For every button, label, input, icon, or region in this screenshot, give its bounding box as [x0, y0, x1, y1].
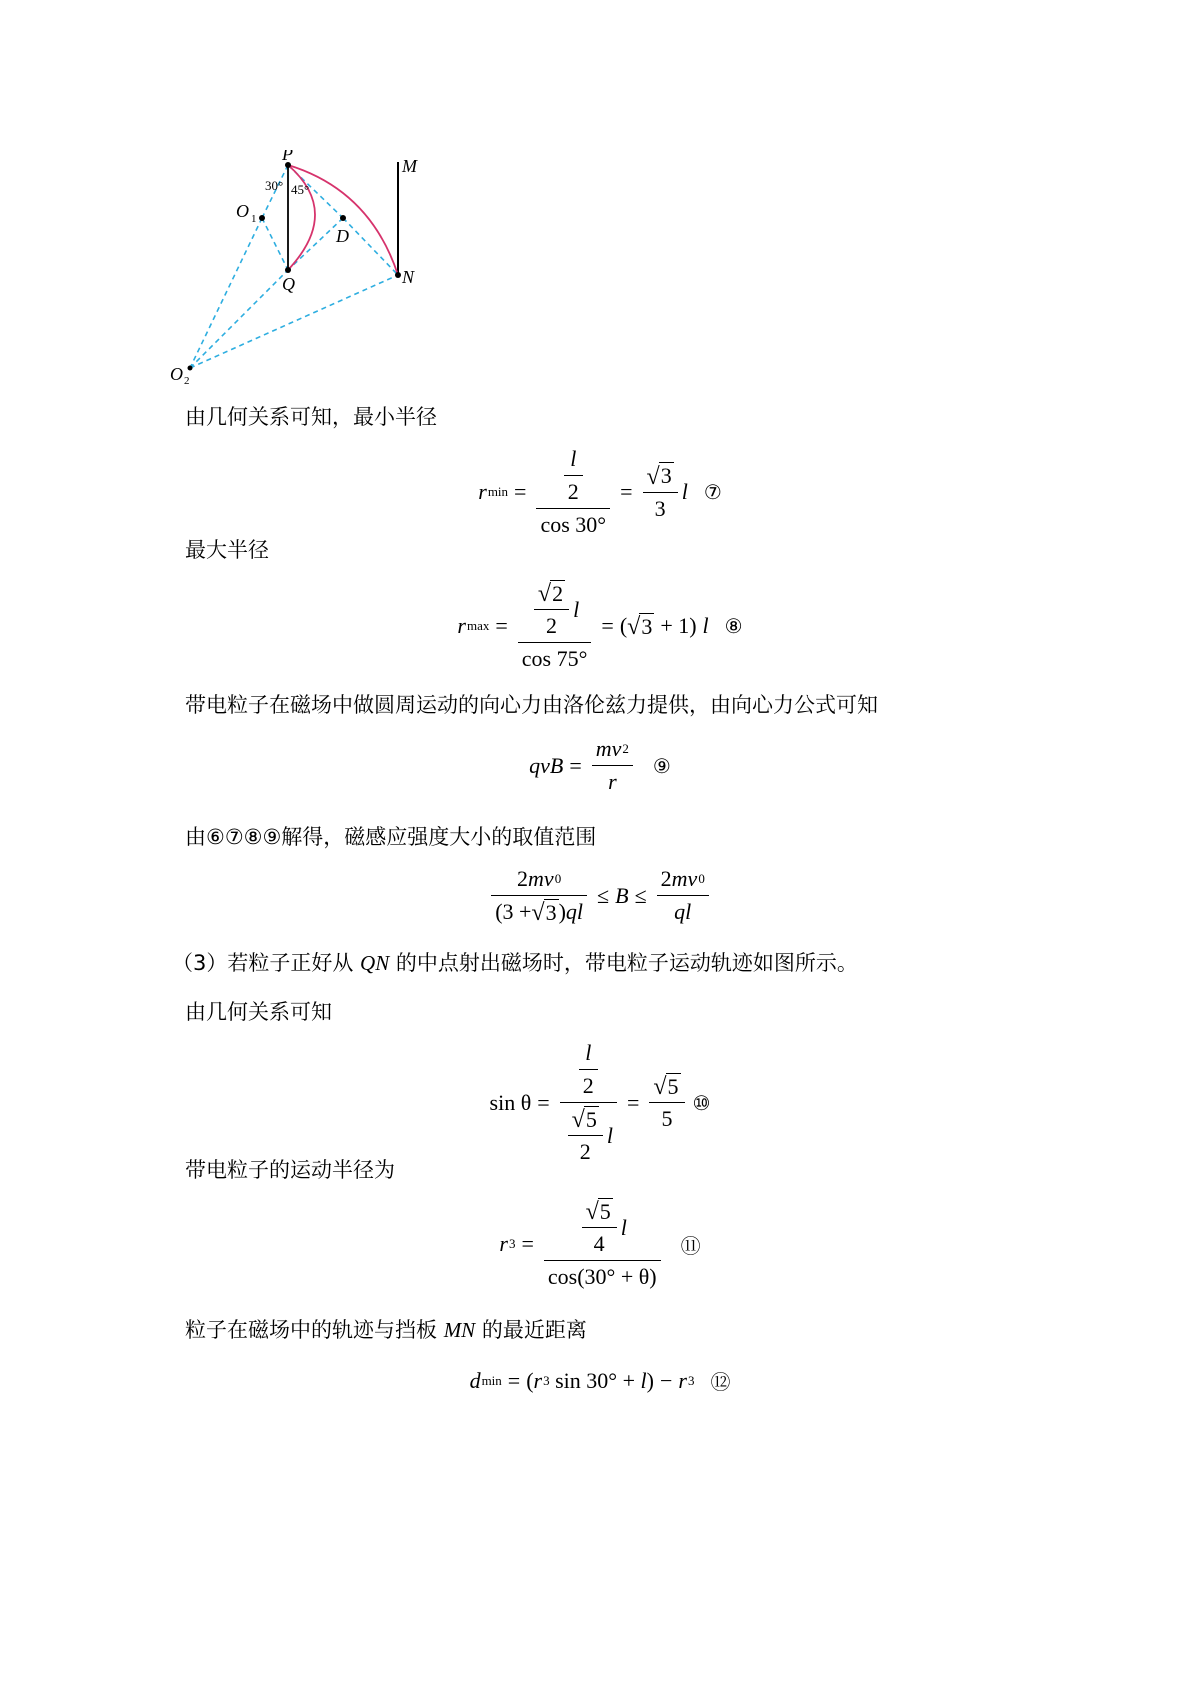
- paren: ): [558, 899, 566, 925]
- digit: 2: [579, 1069, 598, 1099]
- text-span: （3）若粒子正好从: [172, 951, 361, 975]
- paragraph-min-radius: 由几何关系可知，最小半径: [185, 405, 437, 429]
- fraction-inner: [582, 1198, 617, 1257]
- trajectory-diagram: [170, 150, 470, 430]
- dash-o2-q: [190, 270, 288, 368]
- mv-symbol: mv: [671, 866, 698, 892]
- less-equal: ≤: [634, 882, 647, 908]
- equation-tag-12: ⑫: [710, 1370, 731, 1394]
- l-symbol: l: [681, 479, 688, 504]
- paragraph-geometry: 由几何关系可知: [185, 1000, 332, 1024]
- digit: 5: [599, 1199, 611, 1224]
- formula-qvb: [0, 736, 1200, 795]
- label-p: P: [282, 150, 293, 164]
- ql-symbol: ql: [657, 895, 709, 925]
- radical: √: [571, 1107, 585, 1134]
- dash-o1-q: [262, 218, 288, 270]
- text-span: 的中点射出磁场时，带电粒子运动轨迹如图所示。: [389, 951, 858, 975]
- equation-tag-7: ⑦: [703, 480, 722, 504]
- digit: 2: [517, 866, 529, 891]
- sub-3: 3: [543, 1372, 550, 1388]
- dash-d-q: [288, 218, 343, 270]
- point-q: [285, 267, 291, 273]
- sub-min: min: [481, 1372, 502, 1388]
- l-symbol: l: [640, 1367, 647, 1393]
- label-angle-30: 30°: [265, 178, 284, 193]
- sup-2: 2: [622, 741, 629, 756]
- radical: √: [537, 581, 552, 608]
- digit: 3: [660, 463, 672, 489]
- mv-symbol: mv: [528, 866, 554, 891]
- small-arc: [288, 165, 315, 270]
- equals: =: [521, 1231, 534, 1257]
- cos-30: cos 30°: [536, 508, 610, 538]
- point-n: [395, 272, 401, 278]
- r-symbol: r: [457, 613, 466, 639]
- digit: 2: [660, 866, 672, 892]
- label-o1-sub: 1: [251, 213, 257, 225]
- v-symbol: v: [540, 752, 550, 778]
- text-span: 粒子在磁场中的轨迹与挡板: [185, 1318, 444, 1342]
- fraction-inner: [564, 446, 583, 505]
- formula-d-min: [0, 1366, 1200, 1395]
- equation-tag-10: ⑩: [692, 1090, 711, 1115]
- sub-0: 0: [698, 871, 705, 887]
- fraction-inner: [568, 1106, 603, 1165]
- digit: 3: [643, 492, 678, 522]
- paragraph-lorentz: 带电粒子在磁场中做圆周运动的向心力由洛伦兹力提供，由向心力公式可知: [185, 693, 878, 717]
- l-symbol: l: [570, 446, 577, 471]
- sub-0: 0: [554, 871, 562, 886]
- label-angle-45: 45°: [291, 182, 310, 197]
- r-symbol: r: [499, 1231, 508, 1257]
- formula-r-min: [0, 446, 1200, 538]
- text-span: 的最近距离: [475, 1318, 587, 1342]
- fraction: [544, 1198, 661, 1290]
- sub-max: max: [466, 618, 490, 634]
- segment-qn: QN: [360, 951, 390, 975]
- equals: =: [537, 1089, 550, 1115]
- fraction: [491, 866, 587, 925]
- label-o2: O: [170, 364, 183, 384]
- equals: =: [601, 613, 614, 639]
- radical: √: [585, 1199, 599, 1226]
- fraction: [536, 446, 610, 538]
- point-d: [340, 215, 346, 221]
- fraction: [592, 736, 633, 795]
- q-symbol: q: [529, 752, 541, 778]
- equals: =: [626, 1089, 640, 1115]
- equation-tag-8: ⑧: [724, 614, 743, 639]
- digit: 2: [564, 475, 583, 505]
- equals: =: [569, 752, 582, 778]
- digit: 2: [552, 581, 564, 606]
- digit: 5: [649, 1102, 684, 1132]
- fraction: [657, 866, 709, 925]
- fraction: [560, 1040, 617, 1165]
- formula-r-max: [0, 580, 1200, 672]
- sub-3: 3: [687, 1372, 695, 1388]
- radical: √: [627, 614, 641, 641]
- dash-d-n: [343, 218, 398, 275]
- barrier-mn-label: MN: [443, 1318, 476, 1342]
- fraction: [649, 1073, 684, 1132]
- label-m: M: [402, 156, 417, 176]
- digit: 5: [667, 1074, 679, 1099]
- paragraph-min-distance: [185, 1315, 587, 1345]
- d-symbol: d: [469, 1367, 481, 1393]
- dash-o1-o2: [190, 218, 262, 368]
- digit: 4: [582, 1227, 617, 1257]
- l-symbol: l: [585, 1040, 592, 1065]
- digit: 3: [641, 614, 653, 639]
- label-q: Q: [282, 274, 295, 294]
- geometry-figure: [170, 150, 470, 430]
- formula-sin-theta: [0, 1040, 1200, 1165]
- three-plus: (3 +: [495, 899, 532, 925]
- label-o2-sub: 2: [184, 375, 190, 387]
- equation-tag-9: ⑨: [652, 753, 671, 778]
- sin-theta: sin θ: [489, 1089, 532, 1115]
- r-symbol: r: [678, 1367, 687, 1393]
- l-symbol: l: [702, 613, 709, 639]
- paragraph-max-radius: 最大半径: [185, 538, 269, 562]
- fraction-inner: [579, 1040, 598, 1099]
- paragraph-radius: 带电粒子的运动半径为: [185, 1158, 395, 1182]
- formula-b-range: [0, 866, 1200, 925]
- point-o2: [188, 366, 193, 371]
- plus-one: + 1): [660, 613, 697, 639]
- paragraph-range: 由⑥⑦⑧⑨解得，磁感应强度大小的取值范围: [185, 825, 597, 849]
- r-symbol: r: [478, 479, 487, 504]
- sub-min: min: [487, 484, 509, 499]
- label-n: N: [402, 267, 415, 287]
- digit: 3: [545, 900, 557, 925]
- fraction-inner: [534, 580, 569, 639]
- sin-30: sin 30° +: [549, 1367, 641, 1393]
- minus: −: [659, 1367, 673, 1393]
- radical: √: [646, 463, 660, 490]
- b-symbol: B: [549, 752, 564, 778]
- m-symbol: m: [595, 736, 612, 761]
- b-symbol: B: [615, 882, 629, 908]
- label-o1: O: [236, 201, 249, 221]
- digit: 2: [534, 609, 569, 639]
- equals: =: [620, 479, 633, 504]
- radical: √: [653, 1074, 667, 1101]
- cos-expression: cos(30° + θ): [544, 1260, 661, 1290]
- l-symbol: l: [606, 1122, 613, 1148]
- sub-3: 3: [508, 1236, 516, 1252]
- ql-symbol: ql: [565, 899, 584, 925]
- paragraph-part3: [172, 948, 858, 978]
- l-symbol: l: [573, 596, 580, 622]
- fraction: [518, 580, 592, 672]
- paren: (: [619, 613, 628, 639]
- v-symbol: v: [611, 736, 622, 761]
- radical: √: [531, 900, 545, 927]
- formula-r3: [0, 1198, 1200, 1290]
- label-d: D: [336, 226, 349, 246]
- equation-tag-11: ⑪: [680, 1233, 701, 1258]
- equals: =: [507, 1367, 521, 1393]
- digit: 2: [568, 1135, 603, 1165]
- less-equal: ≤: [597, 882, 610, 908]
- paren: (: [526, 1367, 534, 1393]
- r-symbol: r: [533, 1367, 543, 1393]
- point-o1: [259, 215, 265, 221]
- fraction: [643, 462, 678, 521]
- paren: ): [646, 1367, 654, 1393]
- cos-75: cos 75°: [518, 642, 592, 672]
- r-symbol: r: [592, 765, 633, 795]
- equals: =: [514, 479, 527, 504]
- l-symbol: l: [620, 1214, 627, 1240]
- equals: =: [495, 613, 508, 639]
- digit: 5: [585, 1107, 597, 1132]
